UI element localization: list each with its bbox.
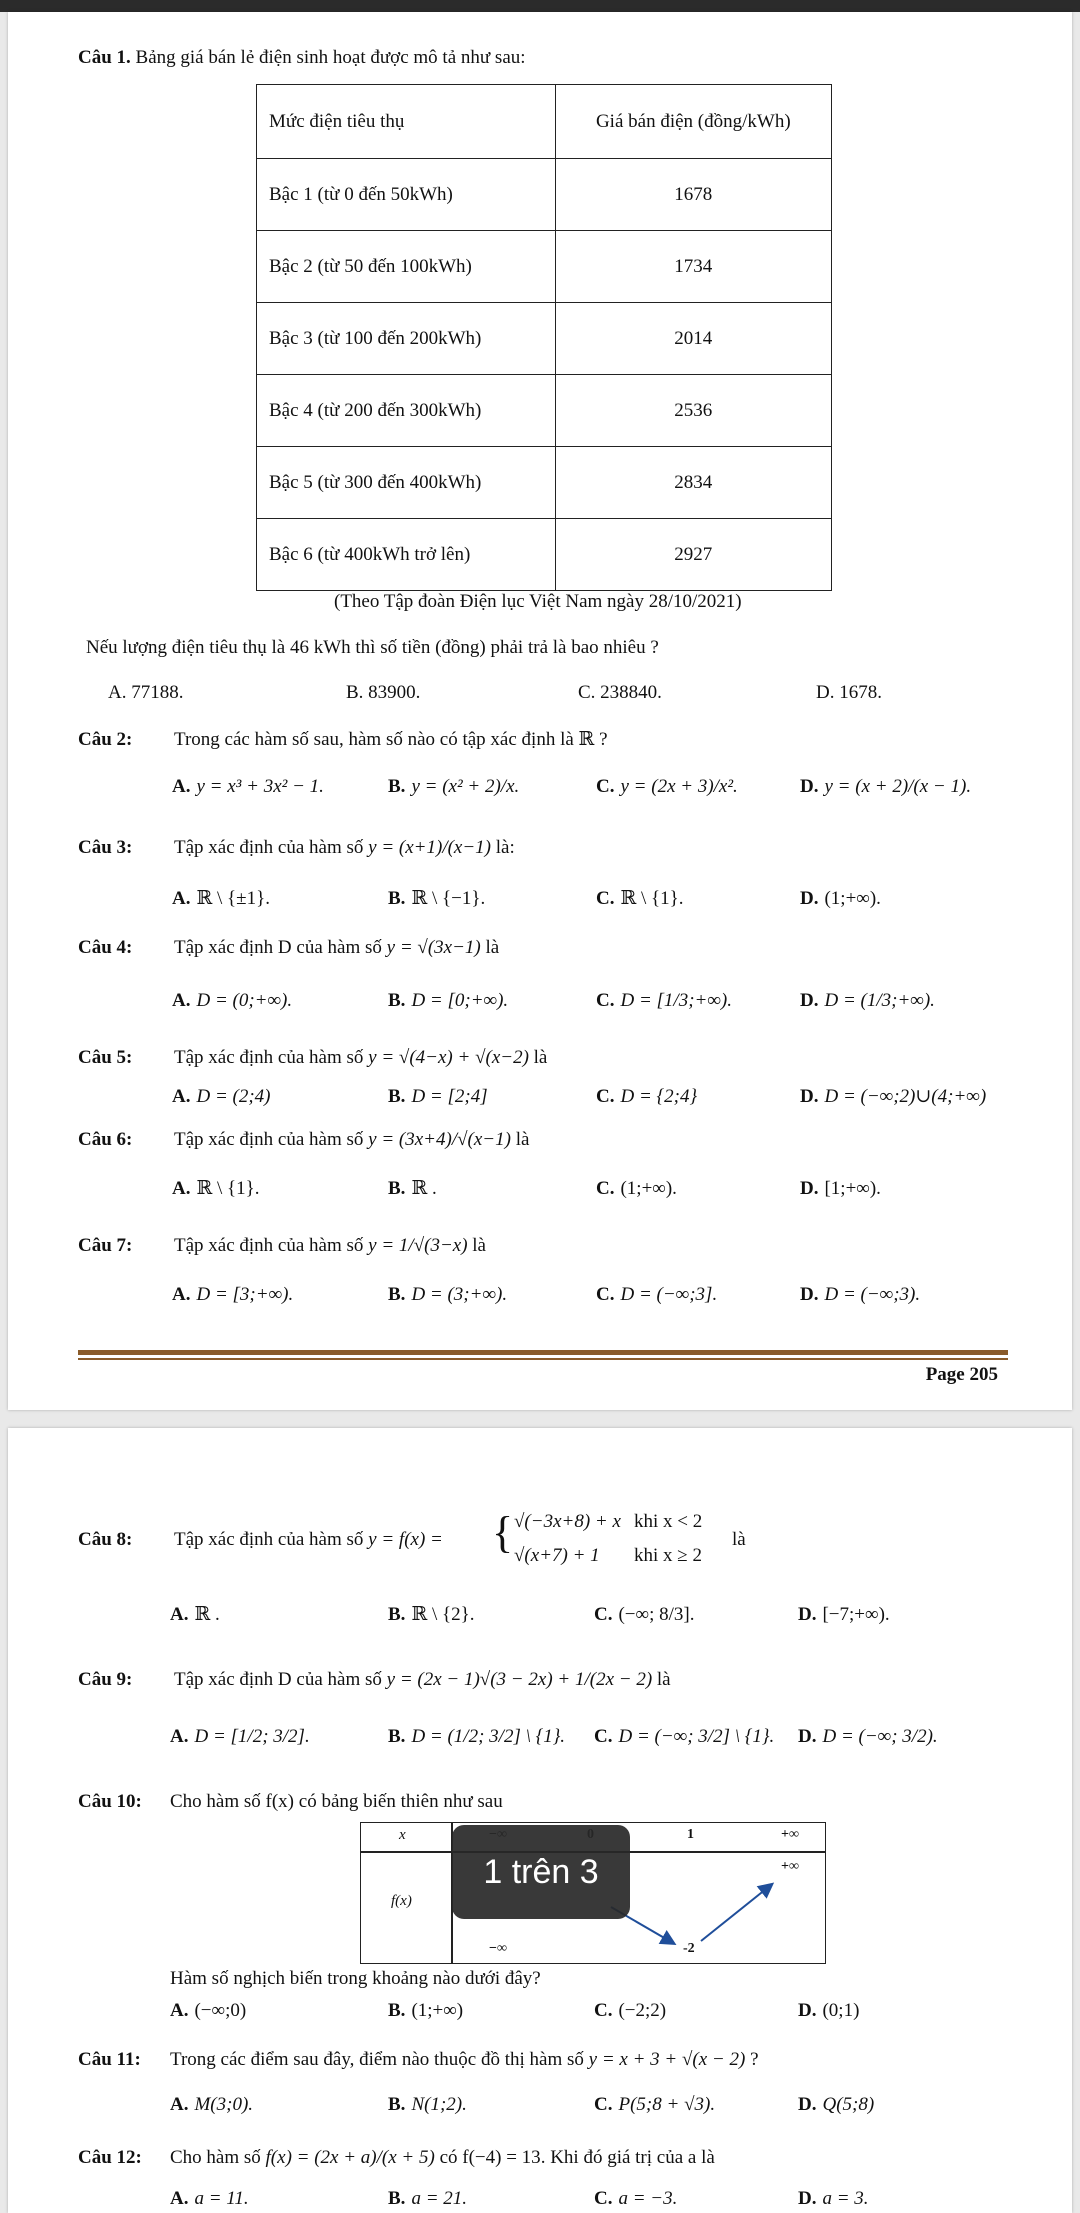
price-cell: 2536 <box>555 375 831 447</box>
option-b[interactable]: B. 83900. <box>346 682 421 703</box>
option-b[interactable]: B. ℝ . <box>388 1178 437 1199</box>
function-expression: y = x + 3 + √(x − 2) <box>588 2049 746 2070</box>
question-text: Tập xác định của hàm số <box>174 1047 364 1068</box>
function-expression: y = f(x) = <box>368 1529 443 1550</box>
question-label: Câu 4: <box>78 937 133 958</box>
option-b[interactable]: B. (1;+∞) <box>388 2000 464 2021</box>
function-expression: y = (3x+4)/√(x−1) <box>368 1129 511 1150</box>
table-row <box>257 159 832 231</box>
question-10 <box>78 1790 503 1814</box>
question-text: Tập xác định của hàm số <box>174 1129 364 1150</box>
question-text: Cho hàm số f(x) có bảng biến thiên như sau <box>170 1791 503 1812</box>
option-a[interactable]: A. D = (0;+∞). <box>172 990 293 1011</box>
option-c[interactable]: C. (−2;2) <box>594 2000 667 2021</box>
table-header-row <box>257 85 832 159</box>
option-d[interactable]: D. y = (x + 2)/(x − 1). <box>800 776 972 797</box>
question-9 <box>78 1668 671 1692</box>
increasing-arrow <box>701 1885 771 1941</box>
option-a[interactable]: A. (−∞;0) <box>170 2000 247 2021</box>
table-row <box>257 519 832 591</box>
option-c[interactable]: C. D = (−∞;3]. <box>596 1284 718 1305</box>
question-condition: có f(−4) = 13 <box>439 2147 541 2168</box>
option-c[interactable]: C. D = (−∞; 3/2] \ {1}. <box>594 1726 775 1747</box>
f-value: −∞ <box>489 1941 507 1956</box>
question-3 <box>78 836 515 860</box>
option-c[interactable]: C. (−∞; 8/3]. <box>594 1604 695 1625</box>
question-12 <box>78 2146 715 2170</box>
table-row <box>257 231 832 303</box>
tier-cell: Bậc 3 (từ 100 đến 200kWh) <box>257 303 556 375</box>
question-text: Tập xác định của hàm số <box>174 1529 364 1550</box>
question-label: Câu 9: <box>78 1669 133 1690</box>
option-a[interactable]: A. a = 11. <box>170 2188 249 2209</box>
option-a[interactable]: A. y = x³ + 3x² − 1. <box>172 776 324 797</box>
price-cell: 1678 <box>555 159 831 231</box>
question-6 <box>78 1128 529 1152</box>
option-a[interactable]: A. M(3;0). <box>170 2094 254 2115</box>
option-c[interactable]: C. D = [1/3;+∞). <box>596 990 732 1011</box>
option-b[interactable]: B. ℝ \ {−1}. <box>388 888 486 909</box>
question-prompt: Nếu lượng điện tiêu thụ là 46 kWh thì số tiền (đồng) phải trả là bao nhiêu ? <box>86 637 659 658</box>
table-row <box>257 447 832 519</box>
option-a[interactable]: A. D = [1/2; 3/2]. <box>170 1726 310 1747</box>
price-cell: 2927 <box>555 519 831 591</box>
option-b[interactable]: B. D = [2;4] <box>388 1086 488 1107</box>
table-row <box>257 375 832 447</box>
question-5 <box>78 1046 547 1070</box>
price-cell: 2014 <box>555 303 831 375</box>
option-b[interactable]: B. a = 21. <box>388 2188 468 2209</box>
question-7 <box>78 1234 486 1258</box>
top-bar <box>0 0 1080 12</box>
option-a[interactable]: A. ℝ \ {1}. <box>172 1178 260 1199</box>
question-tail: . Khi đó giá trị của a là <box>540 2147 715 2168</box>
option-b[interactable]: B. y = (x² + 2)/x. <box>388 776 520 797</box>
option-d[interactable]: D. D = (−∞; 3/2). <box>798 1726 938 1747</box>
x-value: 1 <box>687 1827 694 1842</box>
page-indicator: 1 trên 3 <box>483 1852 599 1891</box>
question-label: Câu 6: <box>78 1129 133 1150</box>
option-b[interactable]: B. N(1;2). <box>388 2094 467 2115</box>
tier-cell: Bậc 2 (từ 50 đến 100kWh) <box>257 231 556 303</box>
function-expression: y = (2x − 1)√(3 − 2x) + 1/(2x − 2) <box>386 1669 653 1690</box>
option-d[interactable]: D. (0;1) <box>798 2000 860 2021</box>
tier-cell: Bậc 4 (từ 200 đến 300kWh) <box>257 375 556 447</box>
price-table <box>256 84 832 591</box>
piecewise-case-1: √(−3x+8) + x <box>514 1511 621 1532</box>
option-c[interactable]: C. P(5;8 + √3). <box>594 2094 716 2115</box>
price-cell: 1734 <box>555 231 831 303</box>
price-cell: 2834 <box>555 447 831 519</box>
option-b[interactable]: B. D = (1/2; 3/2] \ {1}. <box>388 1726 566 1747</box>
option-c[interactable]: C. D = {2;4} <box>596 1086 698 1107</box>
question-label: Câu 3: <box>78 837 133 858</box>
question-label: Câu 5: <box>78 1047 133 1068</box>
question-label: Câu 2: <box>78 729 133 750</box>
function-expression: y = (x+1)/(x−1) <box>368 837 492 858</box>
tier-cell: Bậc 1 (từ 0 đến 50kWh) <box>257 159 556 231</box>
option-a[interactable]: A. 77188. <box>108 682 184 703</box>
question-tail: là <box>472 1235 486 1256</box>
option-a[interactable]: A. D = (2;4) <box>172 1086 271 1107</box>
header-cell: Giá bán điện (đồng/kWh) <box>555 85 831 159</box>
option-d[interactable]: D. [1;+∞). <box>800 1178 881 1199</box>
question-label: Câu 12: <box>78 2147 142 2168</box>
question-tail: là <box>656 1669 671 1690</box>
function-expression: y = √(3x−1) <box>386 937 481 958</box>
option-d[interactable]: D. a = 3. <box>798 2188 869 2209</box>
question-1 <box>78 46 526 70</box>
x-value: +∞ <box>781 1827 799 1842</box>
tier-cell: Bậc 5 (từ 300 đến 400kWh) <box>257 447 556 519</box>
piecewise-case-2: √(x+7) + 1 <box>514 1545 600 1566</box>
question-text: Trong các điểm sau đây, điểm nào thuộc đồ thị hàm số <box>170 2049 584 2070</box>
footer-rule-thin <box>78 1358 1008 1360</box>
option-c[interactable]: C. 238840. <box>578 682 662 703</box>
header-cell: Mức điện tiêu thụ <box>257 85 556 159</box>
question-label: Câu 8: <box>78 1529 133 1550</box>
option-b[interactable]: B. D = [0;+∞). <box>388 990 509 1011</box>
question-text: Cho hàm số <box>170 2147 261 2168</box>
option-c[interactable]: C. a = −3. <box>594 2188 678 2209</box>
function-expression: y = √(4−x) + √(x−2) <box>368 1047 529 1068</box>
question-4 <box>78 936 499 960</box>
fx-label: f(x) <box>391 1893 412 1909</box>
page-number: Page 205 <box>925 1364 998 1385</box>
option-c[interactable]: C. (1;+∞). <box>596 1178 677 1199</box>
option-b[interactable]: B. ℝ \ {2}. <box>388 1604 475 1625</box>
option-d[interactable]: D. (1;+∞). <box>800 888 881 909</box>
option-d[interactable]: D. Q(5;8) <box>798 2094 875 2115</box>
question-label: Câu 11: <box>78 2049 141 2070</box>
question-11 <box>78 2048 759 2072</box>
question-text: Trong các hàm số sau, hàm số nào có tập xác định là ℝ ? <box>174 729 608 750</box>
question-tail: là <box>533 1047 548 1068</box>
function-expression: y = 1/√(3−x) <box>368 1235 468 1256</box>
brace-glyph: { <box>492 1508 514 1557</box>
option-a[interactable]: A. ℝ \ {±1}. <box>172 888 270 909</box>
x-label: x <box>399 1827 406 1843</box>
question-tail: là <box>515 1129 530 1150</box>
question-tail: là <box>732 1529 746 1550</box>
option-c[interactable]: C. ℝ \ {1}. <box>596 888 684 909</box>
option-d[interactable]: D. D = (−∞;3). <box>800 1284 921 1305</box>
option-b[interactable]: B. D = (3;+∞). <box>388 1284 508 1305</box>
question-tail: là: <box>495 837 515 858</box>
option-a[interactable]: A. D = [3;+∞). <box>172 1284 294 1305</box>
piecewise-condition-1: khi x < 2 <box>634 1511 703 1532</box>
question-text: Tập xác định D của hàm số <box>174 1669 382 1690</box>
question-text: Bảng giá bán lẻ điện sinh hoạt được mô tả như sau: <box>135 47 526 68</box>
question-prompt: Hàm số nghịch biến trong khoảng nào dưới đây? <box>170 1968 541 1989</box>
piecewise-condition-2: khi x ≥ 2 <box>634 1545 702 1566</box>
footer-rule <box>78 1350 1008 1355</box>
question-text: Tập xác định D của hàm số <box>174 937 382 958</box>
page-indicator-toast <box>452 1825 630 1919</box>
option-d[interactable]: D. [−7;+∞). <box>798 1604 890 1625</box>
tier-cell: Bậc 6 (từ 400kWh trở lên) <box>257 519 556 591</box>
question-label: Câu 10: <box>78 1791 142 1812</box>
option-c[interactable]: C. y = (2x + 3)/x². <box>596 776 738 797</box>
document-page-1 <box>8 12 1072 1410</box>
f-value: +∞ <box>781 1859 799 1874</box>
function-expression: f(x) = (2x + a)/(x + 5) <box>265 2147 435 2168</box>
question-label: Câu 7: <box>78 1235 133 1256</box>
option-d[interactable]: D. D = (−∞;2)∪(4;+∞) <box>800 1086 987 1107</box>
question-label: Câu 1. <box>78 47 131 68</box>
question-8 <box>78 1528 443 1552</box>
question-2 <box>78 728 608 752</box>
option-d[interactable]: D. D = (1/3;+∞). <box>800 990 935 1011</box>
question-text: Tập xác định của hàm số <box>174 837 364 858</box>
question-tail: là <box>485 937 500 958</box>
question-text: Tập xác định của hàm số <box>174 1235 364 1256</box>
f-value: -2 <box>683 1941 695 1956</box>
option-a[interactable]: A. ℝ . <box>170 1604 220 1625</box>
question-tail: ? <box>750 2049 759 2070</box>
table-source: (Theo Tập đoàn Điện lục Việt Nam ngày 28/10/2021) <box>334 591 742 612</box>
table-row <box>257 303 832 375</box>
option-d[interactable]: D. 1678. <box>816 682 882 703</box>
